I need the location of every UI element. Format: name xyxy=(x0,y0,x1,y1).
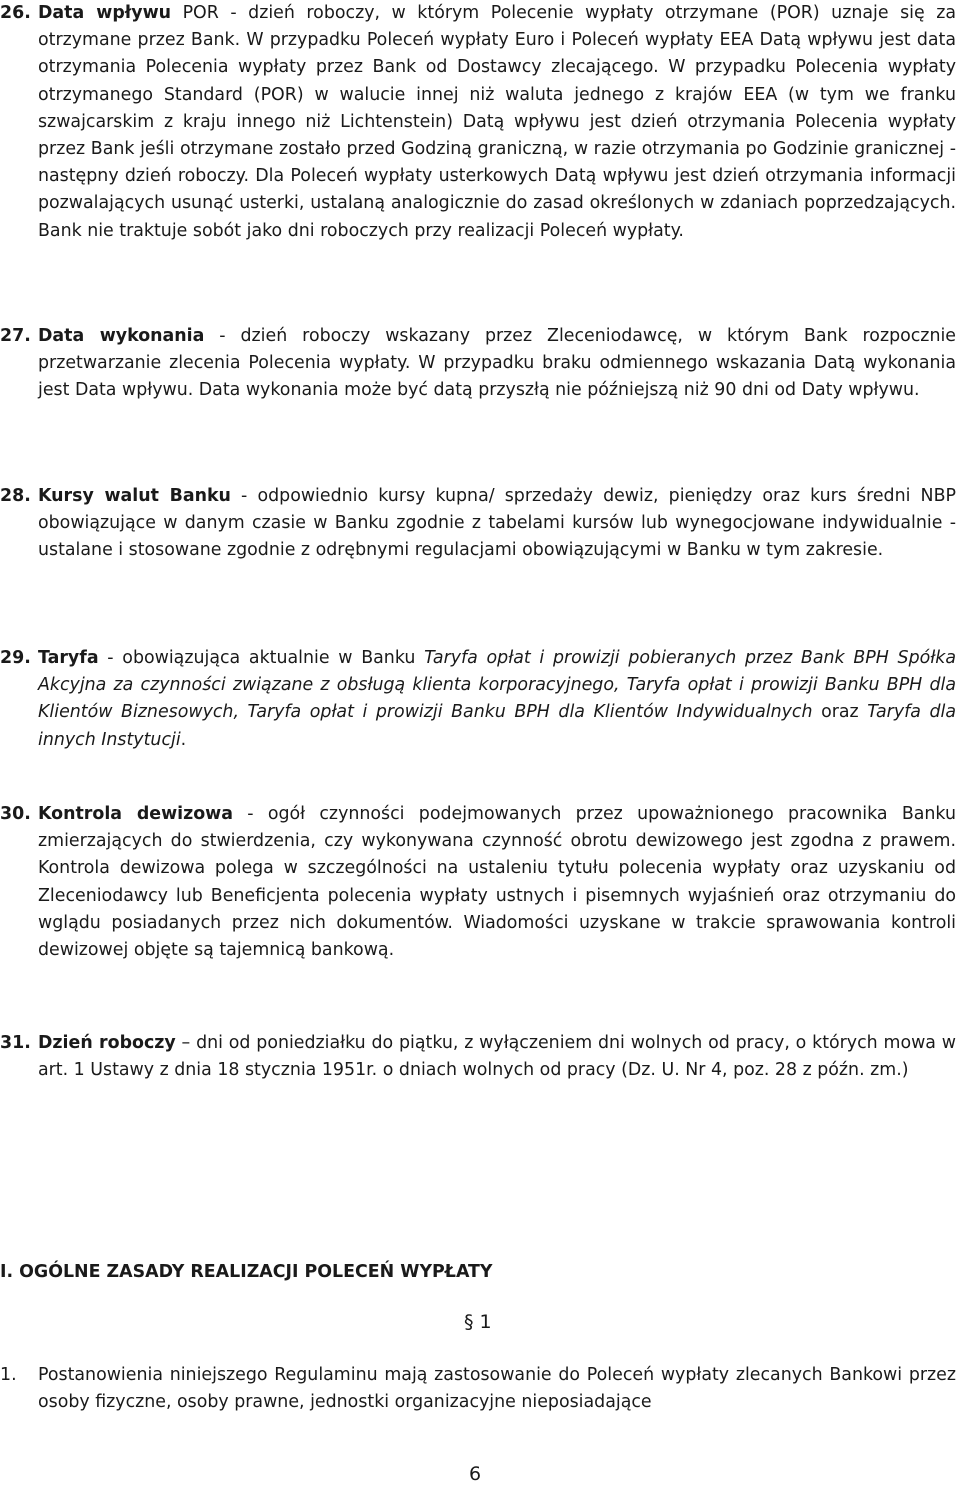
item-number: 30. xyxy=(0,804,31,824)
definition-text: - ogół czynności podejmowanych przez upoważnionego pracownika Banku zmierzających do stwierdzenia, czy wykonywana czynność obrotu dewizowego jest zgodna z prawem. Kontrola dewizowa polega w szczególności na ustaleniu tytułu polecenia wypłaty oraz uzyskaniu od Zleceniodawcy lub Beneficjenta polecenia wypłaty ustnych i pisemnych wyjaśnień oraz otrzymaniu do wglądu posiadanych przez nich dokumentów. Wiadomości uzyskane w trakcie sprawowania kontroli dewizowej objęte są tajemnicą bankową. xyxy=(38,804,956,961)
definition-text: - odpowiednio kursy kupna/ sprzedaży dewiz, pieniędzy oraz kurs średni NBP obowiązujące w danym czasie w Banku zgodnie z tabelami kursów lub wynegocjowane indywidualnie - ustalane i stosowane zgodnie z odrębnymi regulacjami obowiązującymi w Banku w tym zakresie. xyxy=(38,486,956,561)
definition-text: - dzień roboczy wskazany przez Zleceniodawcę, w którym Bank rozpocznie przetwarzanie zlecenia Polecenia wypłaty. W przypadku braku odmiennego wskazania Datą wykonania jest Data wpływu. Data wykonania może być datą przyszłą nie późniejszą niż 90 dni od Daty wpływu. xyxy=(38,326,956,401)
defined-term: Data wykonania xyxy=(38,326,205,346)
definition-body xyxy=(38,801,956,964)
section-point-1 xyxy=(0,1362,956,1416)
definition-30 xyxy=(0,801,956,964)
definition-text: POR - dzień roboczy, w którym Polecenie wypłaty otrzymane (POR) uznaje się za otrzymane przez Bank. W przypadku Poleceń wypłaty Euro i Poleceń wypłaty EEA Datą wpływu jest data otrzymania Polecenia wypłaty przez Bank od Dostawcy zlecającego. W przypadku Polecenia wypłaty otrzymanego Standard (POR) w walucie innej niż waluta jednego z krajów EEA (w tym we franku szwajcarskim z kraju innego niż Lichtenstein) Datą wpływu jest dzień otrzymania Polecenia wypłaty przez Bank jeśli otrzymane zostało przed Godziną graniczną, w razie otrzymania po Godzinie granicznej - następny dzień roboczy. Dla Poleceń wypłaty usterkowych Datą wpływu jest dzień otrzymania informacji pozwalających usunąć usterki, ustalaną analogicznie do zasad określonych w zdaniach poprzedzających. Bank nie traktuje sobót jako dni roboczych przy realizacji Poleceń wypłaty. xyxy=(38,3,956,241)
item-number: 27. xyxy=(0,326,31,346)
definition-31 xyxy=(0,1030,956,1084)
defined-term: Taryfa xyxy=(38,648,99,668)
item-number: 29. xyxy=(0,648,31,668)
section-heading: I. OGÓLNE ZASADY REALIZACJI POLECEŃ WYPŁATY xyxy=(0,1262,493,1282)
defined-term: Kontrola dewizowa xyxy=(38,804,233,824)
defined-term: Kursy walut Banku xyxy=(38,486,231,506)
item-number: 26. xyxy=(0,3,31,23)
tariff-names: Taryfa opłat i prowizji pobieranych przez Bank BPH Spółka Akcyjna za czynności związane z obsługą klienta korporacyjnego, Taryfa opłat i prowizji Banku BPH dla Klientów Biznesowych, Taryfa opłat i prowizji Banku BPH dla Klientów Indywidualnych xyxy=(38,648,956,723)
defined-term: Dzień roboczy xyxy=(38,1033,176,1053)
definition-text: – dni od poniedziałku do piątku, z wyłączeniem dni wolnych od pracy, o których mowa w art. 1 Ustawy z dnia 18 stycznia 1951r. o dniach wolnych od pracy (Dz. U. Nr 4, poz. 28 z późn. zm.) xyxy=(38,1033,957,1081)
definition-text: - obowiązująca aktualnie w Banku xyxy=(98,648,425,668)
item-number: 31. xyxy=(0,1033,31,1053)
tariff-name: Taryfa dla innych Instytucji xyxy=(38,702,956,750)
item-number: 1. xyxy=(0,1365,17,1385)
item-number: 28. xyxy=(0,486,31,506)
definition-body xyxy=(38,323,956,405)
definition-body xyxy=(38,483,956,565)
definition-text: oraz xyxy=(812,702,868,723)
definition-28 xyxy=(0,483,956,565)
defined-term: Data wpływu xyxy=(38,3,172,23)
definition-27 xyxy=(0,323,956,405)
paragraph-sign: § 1 xyxy=(464,1311,492,1333)
point-text: Postanowienia niniejszego Regulaminu mają zastosowanie do Poleceń wypłaty zlecanych Bankowi przez osoby fizyczne, osoby prawne, jednostki organizacyjne nieposiadające xyxy=(38,1365,956,1413)
page-number: 6 xyxy=(468,1463,482,1485)
definition-body xyxy=(38,1030,956,1084)
definition-26 xyxy=(0,0,956,245)
definition-text: . xyxy=(180,729,187,750)
definition-body xyxy=(38,0,956,245)
definition-body xyxy=(38,645,956,754)
definition-29 xyxy=(0,645,956,754)
